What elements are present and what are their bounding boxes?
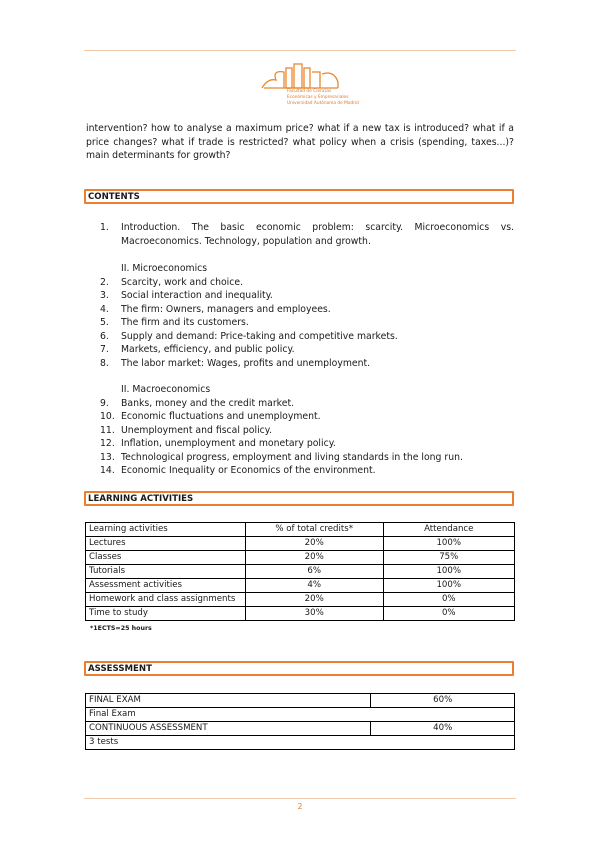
attendance-cell: 100%: [383, 565, 514, 579]
contents-item: [100, 221, 514, 248]
contents-item: [100, 276, 514, 290]
table-row: [86, 565, 515, 579]
continuous-assessment-weight: 40%: [371, 722, 515, 736]
table-row: [86, 579, 515, 593]
final-exam-description: Final Exam: [86, 708, 515, 722]
contents-item: [100, 289, 514, 303]
logo-line-3: Universidad Autónoma de Madrid: [287, 101, 359, 106]
page-number: 2: [297, 802, 303, 811]
item-text: Markets, efficiency, and public policy.: [121, 344, 295, 355]
continuous-assessment-description: 3 tests: [86, 736, 515, 750]
learning-activities-header: [84, 491, 514, 506]
table-header-row: [86, 523, 515, 537]
activity-cell: Assessment activities: [86, 579, 246, 593]
logo-line-1: Facultad de Ciencias: [287, 89, 332, 94]
table-row: [86, 607, 515, 621]
table-row: [86, 593, 515, 607]
final-exam-label: FINAL EXAM: [86, 694, 371, 708]
logo-line-2: Económicas y Empresariales: [287, 95, 349, 100]
assessment-table: [85, 693, 515, 750]
contents-item: [100, 303, 514, 317]
learning-activities-table: [85, 522, 515, 621]
contents-item: [100, 330, 514, 344]
activity-cell: Tutorials: [86, 565, 246, 579]
attendance-cell: 75%: [383, 551, 514, 565]
table-row: [86, 722, 515, 736]
micro-heading: II. Microeconomics: [121, 263, 208, 274]
activity-cell: Classes: [86, 551, 246, 565]
item-number: 4.: [100, 303, 109, 315]
item-number: 12.: [100, 438, 115, 449]
table-row: [86, 694, 515, 708]
footer-rule: [84, 798, 516, 799]
assessment-title: ASSESSMENT: [88, 664, 152, 674]
header-rule: [84, 50, 516, 51]
column-header: % of total credits*: [245, 523, 383, 537]
activity-cell: Homework and class assignments: [86, 593, 246, 607]
continuous-assessment-label: CONTINUOUS ASSESSMENT: [86, 722, 371, 736]
item-text: Scarcity, work and choice.: [121, 276, 244, 288]
contents-item: [100, 316, 514, 330]
table-row: [86, 537, 515, 551]
column-header: Attendance: [383, 523, 514, 537]
contents-item: [100, 451, 514, 465]
item-number: 10.: [100, 411, 115, 422]
column-header: Learning activities: [86, 523, 246, 537]
item-text: The labor market: Wages, profits and unemployment.: [121, 357, 371, 369]
item-text: Introduction. The basic economic problem: scarcity. Microeconomics vs. Macroeconomics. Technology, population and growth.: [121, 222, 514, 247]
item-number: 2.: [100, 276, 109, 288]
contents-item: [100, 464, 514, 478]
credits-cell: 20%: [245, 551, 383, 565]
item-number: 7.: [100, 344, 109, 355]
intro-paragraph: intervention? how to analyse a maximum price? what if a new tax is introduced? what if a price changes? what if trade is restricted? what policy when a crisis (spending, taxes...)? main determinants for growth?: [86, 123, 514, 161]
assessment-header: [84, 661, 514, 676]
attendance-cell: 100%: [383, 579, 514, 593]
attendance-cell: 100%: [383, 537, 514, 551]
item-number: 14.: [100, 465, 115, 476]
item-number: 3.: [100, 290, 109, 301]
item-text: Banks, money and the credit market.: [121, 397, 295, 409]
item-number: 9.: [100, 397, 109, 409]
item-text: Inflation, unemployment and monetary policy.: [121, 438, 336, 449]
item-text: Social interaction and inequality.: [121, 290, 273, 301]
contents-item: [100, 343, 514, 357]
item-number: 13.: [100, 451, 115, 463]
item-number: 6.: [100, 330, 109, 342]
item-number: 1.: [100, 222, 109, 233]
attendance-cell: 0%: [383, 593, 514, 607]
item-number: 11.: [100, 424, 115, 436]
table-row: [86, 736, 515, 750]
credits-cell: 30%: [245, 607, 383, 621]
contents-item: [100, 397, 514, 411]
table-row: [86, 708, 515, 722]
item-text: Technological progress, employment and living standards in the long run.: [121, 451, 463, 463]
ects-note: *1ECTS=25 hours: [90, 625, 152, 632]
contents-item: [100, 424, 514, 438]
item-number: 8.: [100, 357, 109, 369]
credits-cell: 20%: [245, 593, 383, 607]
item-text: The firm: Owners, managers and employees.: [121, 303, 331, 315]
contents-item: [100, 437, 514, 451]
item-text: Economic Inequality or Economics of the environment.: [121, 465, 376, 476]
contents-header: [84, 189, 514, 204]
item-text: Supply and demand: Price-taking and competitive markets.: [121, 330, 398, 342]
contents-title: CONTENTS: [88, 192, 140, 202]
item-text: Unemployment and fiscal policy.: [121, 424, 272, 436]
credits-cell: 20%: [245, 537, 383, 551]
learning-activities-title: LEARNING ACTIVITIES: [88, 494, 194, 504]
item-text: Economic fluctuations and unemployment.: [121, 411, 321, 422]
table-row: [86, 551, 515, 565]
macro-heading: II. Macroeconomics: [121, 384, 211, 395]
item-text: The firm and its customers.: [121, 317, 249, 328]
credits-cell: 4%: [245, 579, 383, 593]
activity-cell: Time to study: [86, 607, 246, 621]
item-number: 5.: [100, 317, 109, 328]
credits-cell: 6%: [245, 565, 383, 579]
contents-item: [100, 357, 514, 371]
activity-cell: Lectures: [86, 537, 246, 551]
contents-list: [100, 221, 514, 478]
contents-item: [100, 410, 514, 424]
attendance-cell: 0%: [383, 607, 514, 621]
final-exam-weight: 60%: [371, 694, 515, 708]
